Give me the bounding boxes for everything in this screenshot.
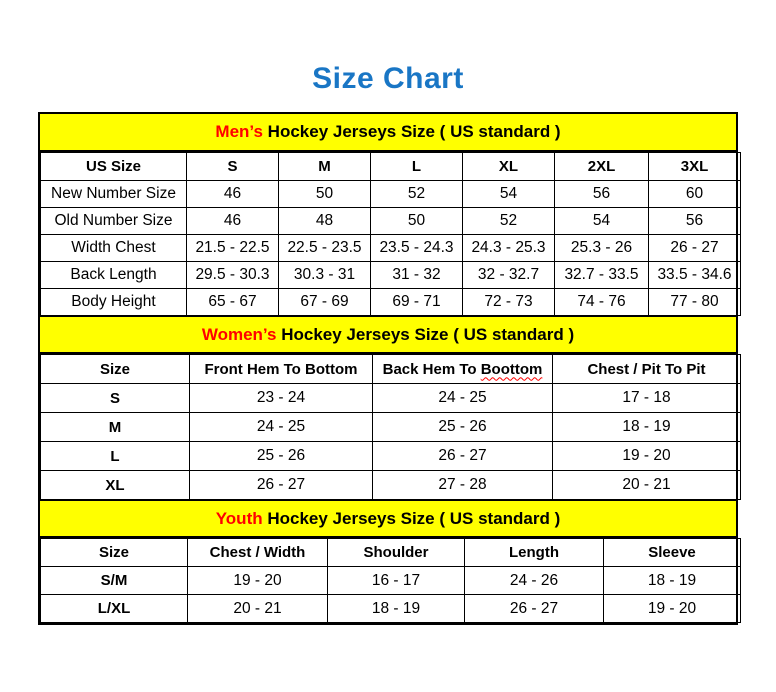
value-cell: 18 - 19 (553, 413, 741, 442)
row-label-cell: Width Chest (41, 235, 187, 262)
column-header-cell: Back Hem To Boottom (373, 355, 553, 384)
value-cell: 50 (371, 208, 463, 235)
value-cell: 24 - 26 (465, 567, 604, 595)
value-cell: 46 (187, 181, 279, 208)
row-label-cell: S/M (41, 567, 188, 595)
value-cell: 20 - 21 (553, 471, 741, 500)
mens-size-table (40, 152, 741, 316)
value-cell: 25 - 26 (373, 413, 553, 442)
youth-size-table (40, 538, 741, 623)
value-cell: 23 - 24 (190, 384, 373, 413)
table-row (41, 181, 741, 208)
section-accent-mens: Men’s (215, 122, 263, 141)
column-header-cell: Shoulder (328, 539, 465, 567)
section-header-mens (40, 114, 736, 152)
value-cell: 77 - 80 (649, 289, 741, 316)
section-accent-youth: Youth (215, 508, 263, 528)
value-cell: 17 - 18 (553, 384, 741, 413)
value-cell: 20 - 21 (188, 595, 328, 623)
value-cell: 32 - 32.7 (463, 262, 555, 289)
section-title-youth: Hockey Jerseys Size ( US standard ) (262, 508, 561, 528)
table-row (41, 471, 741, 500)
value-cell: 31 - 32 (371, 262, 463, 289)
value-cell: 50 (279, 181, 371, 208)
value-cell: 33.5 - 34.6 (649, 262, 741, 289)
table-row (41, 235, 741, 262)
value-cell: 21.5 - 22.5 (187, 235, 279, 262)
table-row (41, 208, 741, 235)
section-header-youth (40, 500, 736, 538)
womens-size-table (40, 354, 741, 500)
value-cell: 24 - 25 (373, 384, 553, 413)
value-cell: 56 (649, 208, 741, 235)
value-cell: 54 (463, 181, 555, 208)
column-header-cell: US Size (41, 153, 187, 181)
section-accent-womens: Women’s (201, 324, 277, 344)
value-cell: 74 - 76 (555, 289, 649, 316)
value-cell: 25 - 26 (190, 442, 373, 471)
row-label-cell: Back Length (41, 262, 187, 289)
table-row (41, 384, 741, 413)
table-row (41, 289, 741, 316)
value-cell: 26 - 27 (190, 471, 373, 500)
value-cell: 54 (555, 208, 649, 235)
column-header-cell: XL (463, 153, 555, 181)
value-cell: 19 - 20 (604, 595, 741, 623)
value-cell: 25.3 - 26 (555, 235, 649, 262)
column-header-cell: Front Hem To Bottom (190, 355, 373, 384)
column-header-row (41, 539, 741, 567)
value-cell: 60 (649, 181, 741, 208)
column-header-cell: Sleeve (604, 539, 741, 567)
section-title-mens: Hockey Jerseys Size ( US standard ) (262, 122, 561, 141)
column-header-cell: L (371, 153, 463, 181)
table-row (41, 413, 741, 442)
row-label-cell: XL (41, 471, 190, 500)
column-header-cell: Length (465, 539, 604, 567)
value-cell: 67 - 69 (279, 289, 371, 316)
row-label-cell: L/XL (41, 595, 188, 623)
value-cell: 52 (463, 208, 555, 235)
value-cell: 46 (187, 208, 279, 235)
value-cell: 22.5 - 23.5 (279, 235, 371, 262)
column-header-row (41, 153, 741, 181)
row-label-cell: Old Number Size (41, 208, 187, 235)
value-cell: 19 - 20 (188, 567, 328, 595)
value-cell: 52 (371, 181, 463, 208)
table-row (41, 567, 741, 595)
column-header-cell: Chest / Pit To Pit (553, 355, 741, 384)
value-cell: 18 - 19 (604, 567, 741, 595)
value-cell: 56 (555, 181, 649, 208)
table-row (41, 595, 741, 623)
column-header-cell: 2XL (555, 153, 649, 181)
row-label-cell: New Number Size (41, 181, 187, 208)
row-label-cell: S (41, 384, 190, 413)
value-cell: 26 - 27 (649, 235, 741, 262)
value-cell: 23.5 - 24.3 (371, 235, 463, 262)
column-header-cell: Size (41, 539, 188, 567)
value-cell: 30.3 - 31 (279, 262, 371, 289)
value-cell: 26 - 27 (465, 595, 604, 623)
table-row (41, 442, 741, 471)
value-cell: 19 - 20 (553, 442, 741, 471)
column-header-cell: Chest / Width (188, 539, 328, 567)
column-header-cell: 3XL (649, 153, 741, 181)
value-cell: 72 - 73 (463, 289, 555, 316)
column-header-cell: M (279, 153, 371, 181)
page-title: Size Chart (312, 62, 464, 95)
column-header-row (41, 355, 741, 384)
row-label-cell: L (41, 442, 190, 471)
row-label-cell: Body Height (41, 289, 187, 316)
value-cell: 65 - 67 (187, 289, 279, 316)
misspelled-word: Boottom (480, 360, 543, 378)
value-cell: 16 - 17 (328, 567, 465, 595)
value-cell: 18 - 19 (328, 595, 465, 623)
value-cell: 48 (279, 208, 371, 235)
column-header-cell: S (187, 153, 279, 181)
column-header-cell: Size (41, 355, 190, 384)
value-cell: 27 - 28 (373, 471, 553, 500)
table-row (41, 262, 741, 289)
size-chart-table (38, 112, 738, 625)
value-cell: 24.3 - 25.3 (463, 235, 555, 262)
section-title-womens: Hockey Jerseys Size ( US standard ) (276, 324, 575, 344)
row-label-cell: M (41, 413, 190, 442)
value-cell: 26 - 27 (373, 442, 553, 471)
value-cell: 69 - 71 (371, 289, 463, 316)
value-cell: 29.5 - 30.3 (187, 262, 279, 289)
section-header-womens (40, 316, 736, 354)
value-cell: 32.7 - 33.5 (555, 262, 649, 289)
value-cell: 24 - 25 (190, 413, 373, 442)
